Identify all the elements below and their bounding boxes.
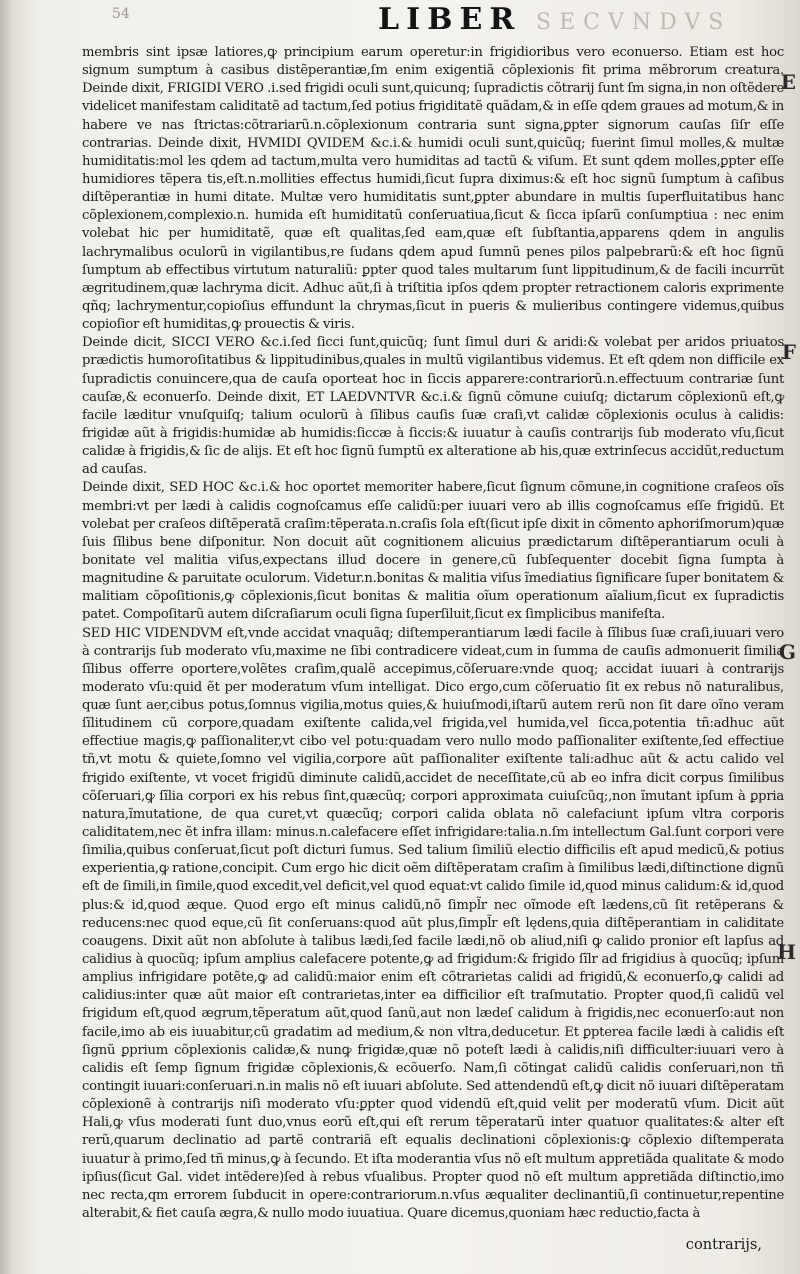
running-header (0, 2, 800, 36)
paragraph: Deinde dixit, SED HOC &c.i.& hoc oportet memoriter habere,ſicut ſignum cõmune,in cognitione craſeos oĩs membri:vt per lædi à calidis cognoſcamus eſſe calidũ:per iuuari vero ab illis cognoſcamus eſſe frigidũ. Et volebat per craſeos diſtẽperatã craſim:tẽperata.n.craſis ſola eſt(ſicut ipſe dixit in cõmento aphoriſmorum)quæ ſuis ſĩlibus bene diſponitur. Non docuit aũt cognitionem alicuius prædictarum diſtẽperantiarum oculi à bonitate vel malitia viſus,expectans illud docere in genere,cũ ſubſequenter docebit ſigna ſumpta à magnitudine & paruitate oculorum. Videtur.n.bonitas & malitia viſus ĩmediatius ſignificare ſuper bonitatem & malitiam cõpoſitionis,ꝙ cõplexionis,ſicut bonitas & malitia oĩum operationum aĩalium,ſicut ex ſupradictis patet. Compoſitarũ autem diſcraſiarum oculi ſigna ſuperſiluit,ſicut ex ſimplicibus manifeſta. (82, 480, 784, 623)
margin-letter: E (780, 70, 796, 94)
paragraph: membris sint ipsæ latiores,ꝙ principium earum operetur:in frigidioribus vero econuerso. Etiam est hoc signum sumptum à casibus distẽperantiæ,ſm enim exigentiã cõplexionis fit prima mẽbrorum creatura. Deinde dixit, FRIGIDI VERO .i.sed frigidi oculi sunt,quicunq; ſupradictis cõtrarij ſunt ſm signa,in non oſtẽdere videlicet manifestam caliditatẽ ad tactum,ſed potius frigiditatẽ quãdam,& in eſſe qdem graues ad motum,& in habere ve nas ſtrictas:cõtrariarũ.n.cõplexionum contraria sunt signa,ꝑpter signorum cauſas ſiſr eſſe contrarias. Deinde dixit, HVMIDI QVIDEM &c.i.& humidi oculi sunt,quicũq; fuerint ſimul molles,& multæ humiditatis:mol les qdem ad tactum,multa vero humiditas ad tactũ & viſum. Et sunt qdem molles,ꝑpter eſſe humidiores tẽpera tis,eſt.n.mollities effectus humidi,ſicut ſupra diximus:& eſt hoc signũ ſumptum à caſibus diſtẽperantiæ in humi ditate. Multæ vero humiditatis sunt,ꝑpter abundare in multis ſuperfluitatibus hanc cõplexionem,complexio.n. humida eſt humiditatũ conſeruatiua,ſicut & ſicca ipſarũ conſumptiua : nec enim volebat hic per humiditatẽ, quæ eſt qualitas,ſed eam,quæ eſt ſubſtantia,apparens qdem in angulis lachrymalibus oculorũ in vigilantibus,re ſudans qdem apud ſumnũ penes pilos palpebrarũ:& eſt hoc ſignũ ſumptum ab effectibus virtutum naturaliũ: ꝑpter quod tales multarum ſunt lippitudinum,& de facili incurrũt ægritudinem,quæ lachryma dicit. Adhuc aũt,ſi à triſtitia ipſos qdem propter retractionem caloris exprimente qñq; lachrymentur,copioſius effundunt la chrymas,ſicut in pueris & mulieribus contingere videmus,quibus copioſior eſt humiditas,ꝙ prouectis & viris. (82, 45, 784, 333)
text-block (82, 44, 784, 1223)
running-title: LIBER (378, 2, 522, 37)
margin-letter: F (781, 340, 796, 364)
page-number: 54 (112, 6, 130, 22)
paragraph: SED HIC VIDENDVM eſt,vnde accidat vnaquãq; diſtemperantiarum lædi facile à ſĩlibus ſuæ craſi,iuuari vero à contrarijs ſub moderato vſu,maxime ne ſibi contradicere videat,cum in ſumma de cauſis admonuerit ſimilia ſĩlibus offerre oportere,volẽtes craſim,qualẽ accepimus,cõſeruare:vnde quoq; accidat iuuari à contrarijs moderato vſu:quid ẽt per moderatum vſum intelligat. Dico ergo,cum cõſeruatio ſit ex rebus nõ naturalibus, quæ ſunt aer,cibus potus,ſomnus vigilia,motus quies,& huiuſmodi,iſtarũ autem rerũ non ſit dare oĩno veram ſĩlitudinem cũ corpore,quadam exiſtente calida,vel frigida,vel humida,vel ſicca,potentia tñ:adhuc aũt effectiue magis,ꝙ paſſionaliter,vt cibo vel potu:quadam vero nullo modo paſſionaliter exiſtente,ſed effectiue tñ,vt motu & quiete,ſomno vel vigilia,corpore aũt paſſionaliter exiſtente tali:adhuc aũt & actu calido vel frigido exiſtente, vt vocet frigidũ diminute calidũ,accidet de neceſſitate,cũ ab eo infra dicit corpus ſimilibus cõſeruari,ꝙ ſĩlia corpori ex his rebus ſint,quæcũq; corpori approximata cuiuſcũq;,non ĩmutant ipſum à ꝑpria natura,ĩmutatione, de qua curet,vt quæcũq; corpori calida oblata nõ calefaciunt ipſum vltra corporis caliditatem,nec ẽt infra illam: minus.n.calefacere eſſet infrigidare:talia.n.ſm intellectum Gal.ſunt corpori vere ſimilia,quibus conſeruat,ſicut poſt dicturi ſumus. Sed talium ſimiliũ electio difficilis eſt apud medicũ,& potius experientia,ꝙ ratione,concipit. Cum ergo hic dicit oẽm diſtẽperatam craſim à ſimilibus lædi,diſtinctione dignũ eſt de ſimili,in ſimile,quod excedit,vel deficit,vel quod equat:vt calido ſimile id,quod minus calidum:& id,quod plus:& id,quod æque. Quod ergo eſt minus calidũ,nõ ſimpl̃r nec oĩmode eſt lædens,cũ ſit retẽperans & reducens:nec quod eque,cũ ſit conſeruans:quod aũt plus,ſimpl̃r eſt lędens,quia diſtẽperantiam in caliditate coaugens. Dixit aũt non abſolute à talibus lædi,ſed facile lædi,nõ ob aliud,niſi ꝙ calido pronior eſt lapſus ad calidius à quocũq; ipſum amplius calefacere potente,ꝙ ad frigidum:& frigido ſĩlr ad frigidius à quocũq; ipſum amplius infrigidare potẽte,ꝙ ad calidũ:maior enim eſt cõtrarietas calidi ad frigidũ,& econuerſo,ꝙ calidi ad calidius:inter quæ aũt maior eſt contrarietas,inter ea difficilior eſt traſmutatio. Propter quod,ſi calidũ vel frigidum eſt,quod ægrum,tẽperatum aũt,quod ſanũ,aut non lædeſ calidum à frigidis,nec econuerſo:aut non facile,imo ab eis iuuabitur,cũ gradatim ad medium,& non vltra,deducetur. Et ꝑpterea facile lædi à calidis eſt ſignũ ꝑprium cõplexionis calidæ,& nunꝙ frigidæ,quæ nõ poteſt lædi à calidis,niſi difficulter:iuuari vero à calidis eſt ſemp ſignum frigidæ cõplexionis,& ecõuerſo. Nam,ſi cõtingat calidũ calidis conſeruari,non tñ contingit iuuari:conſeruari.n.in malis nõ eſt iuuari abſolute. Sed attendendũ eſt,ꝙ dicit nõ iuuari diſtẽperatam cõplexionẽ à contrarijs niſi moderato vſu:ꝑpter quod videndũ eſt,quid velit per moderatũ vſum. Dicit aũt Hali,ꝙ vſus moderati ſunt duo,vnus eorũ eſt,qui eſt rerum tẽperatarũ inter quatuor qualitates:& alter eſt rerũ,quarum declinatio ad partẽ contrariã eſt equalis declinationi cõplexionis:ꝙ cõplexio diſtemperata iuuatur à primo,ſed tñ minus,ꝙ à ſecundo. Et iſta moderantia vſus nõ eſt multum appretiãda qualitate & modo ipſius(ſicut Gal. videt intẽdere)ſed à rebus vſualibus. Propter quod nõ eſt multum appretiãda diſtinctio,imo nec recta,qm errorem ſubducit in opere:contrariorum.n.vſus æqualiter declinantiũ,ſi continuetur,repentine alterabit,& fiet cauſa ægra,& nullo modo iuuatiua. Quare dicemus,quoniam hæc reductio,facta à (82, 625, 784, 1221)
binding-gutter (0, 0, 14, 1274)
margin-letter: H (777, 940, 796, 964)
paragraph: Deinde dicit, SICCI VERO &c.i.ſed ſicci ſunt,quicũq; ſunt ſimul duri & aridi:& volebat per aridos priuatos prædictis humoroſitatibus & lippitudinibus,quales in multũ vigilantibus videmus. Et eſt qdem non difficile ex ſupradictis conuincere,qua de cauſa oporteat hoc in ſiccis apparere:contrariorũ.n.effectuum contrariæ ſunt cauſæ,& econuerſo. Deinde dixit, ET LAEDVNTVR &c.i.& ſignũ cõmune cuiuſq; dictarum cõplexionũ eſt,ꝙ facile læditur vnuſquiſq; talium oculorũ à ſĩlibus cauſis ſuæ craſi,vt calidæ cõplexionis oculus à calidis: frigidæ aũt à frigidis:humidæ ab humidis:ſiccæ à ſiccis:& iuuatur à cauſis contrarijs ſub moderato vſu,ſicut calidæ à frigidis,& ſic de alijs. Et eſt hoc ſignũ ſumptũ ex alteratione ab his,quæ extrinſecus accidũt,reductum ad cauſas. (82, 335, 784, 478)
margin-letter: G (778, 640, 796, 664)
show-through-text: SECVNDVS (536, 10, 732, 35)
catchword: contrarijs, (685, 1236, 762, 1253)
